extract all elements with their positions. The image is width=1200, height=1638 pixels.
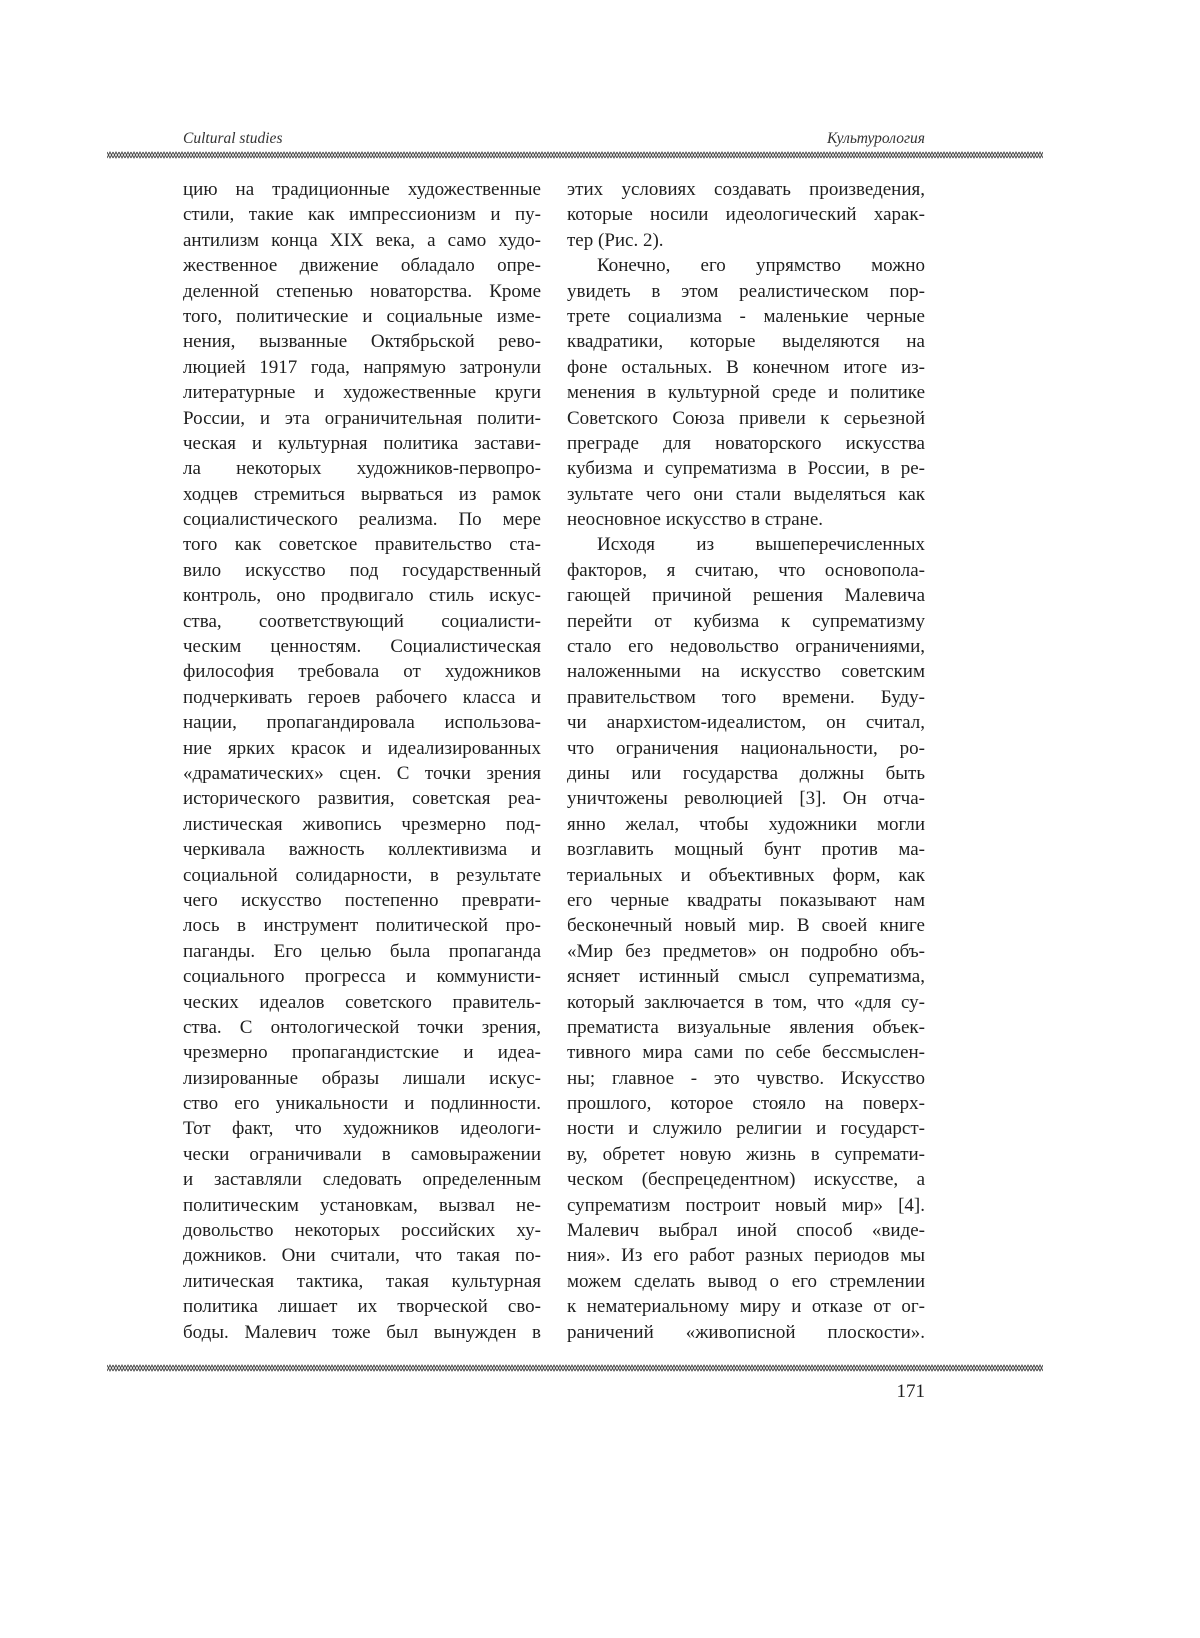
text-line: социалистического реализма. По мере xyxy=(183,507,541,532)
text-line: Советского Союза привели к серьезной xyxy=(567,406,925,431)
text-line: литературные и художественные круги xyxy=(183,380,541,405)
page-number: 171 xyxy=(897,1381,926,1403)
text-line: ческая и культурная политика застави- xyxy=(183,431,541,456)
running-header-russian: Культурология xyxy=(827,130,925,148)
text-line: дожников. Они считали, что такая по- xyxy=(183,1243,541,1268)
text-line: политическим установкам, вызвал не- xyxy=(183,1193,541,1218)
text-line: янно желал, чтобы художники могли xyxy=(567,812,925,837)
text-line: деленной степенью новаторства. Кроме xyxy=(183,279,541,304)
text-line: гающей причиной решения Малевича xyxy=(567,583,925,608)
text-line: России, и эта ограничительная полити- xyxy=(183,406,541,431)
text-line: и заставляли следовать определенным xyxy=(183,1167,541,1192)
text-line: кубизма и супрематизма в России, в ре- xyxy=(567,456,925,481)
text-line: тивного мира сами по себе бессмыслен- xyxy=(567,1040,925,1065)
text-line: дины или государства должны быть xyxy=(567,761,925,786)
text-line: увидеть в этом реалистическом пор- xyxy=(567,279,925,304)
text-line: черкивала важность коллективизма и xyxy=(183,837,541,862)
text-line: довольство некоторых российских ху- xyxy=(183,1218,541,1243)
text-line: чрезмерно пропагандистские и идеа- xyxy=(183,1040,541,1065)
text-line: цию на традиционные художественные xyxy=(183,177,541,202)
text-line: перейти от кубизма к супрематизму xyxy=(567,609,925,634)
running-header-english: Cultural studies xyxy=(183,130,282,148)
text-line: неосновное искусство в стране. xyxy=(567,507,925,532)
text-line: ности и служило религии и государст- xyxy=(567,1116,925,1141)
text-line: нения, вызванные Октябрьской рево- xyxy=(183,329,541,354)
text-line: Конечно, его упрямство можно xyxy=(567,253,925,278)
text-line: Малевич выбрал иной способ «виде- xyxy=(567,1218,925,1243)
text-line: «Мир без предметов» он подробно объ- xyxy=(567,939,925,964)
text-line: ла некоторых художников-первопро- xyxy=(183,456,541,481)
text-line: наложенными на искусство советским xyxy=(567,659,925,684)
text-line: ясняет истинный смысл супрематизма, xyxy=(567,964,925,989)
text-column-left xyxy=(183,177,541,1345)
text-line: тер (Рис. 2). xyxy=(567,228,925,253)
text-line: возглавить мощный бунт против ма- xyxy=(567,837,925,862)
text-line: стало его недовольство ограничениями, xyxy=(567,634,925,659)
text-line: ство его уникальности и подлинности. xyxy=(183,1091,541,1116)
text-line: ходцев стремиться вырваться из рамок xyxy=(183,482,541,507)
text-line: политика лишает их творческой сво- xyxy=(183,1294,541,1319)
text-line: чего искусство постепенно преврати- xyxy=(183,888,541,913)
text-line: менения в культурной среде и политике xyxy=(567,380,925,405)
text-line: ны; главное - это чувство. Искусство xyxy=(567,1066,925,1091)
text-line: стили, такие как импрессионизм и пу- xyxy=(183,202,541,227)
text-line: который заключается в том, что «для су- xyxy=(567,990,925,1015)
text-line: факторов, я считаю, что основопола- xyxy=(567,558,925,583)
text-line: трете социализма - маленькие черные xyxy=(567,304,925,329)
ornamental-divider-top xyxy=(107,151,1043,159)
text-line: уничтожены революцией [3]. Он отча- xyxy=(567,786,925,811)
text-line: лизированные образы лишали искус- xyxy=(183,1066,541,1091)
text-line: листическая живопись чрезмерно под- xyxy=(183,812,541,837)
text-line: прошлого, которое стояло на поверх- xyxy=(567,1091,925,1116)
text-line: этих условиях создавать произведения, xyxy=(567,177,925,202)
text-line: можем сделать вывод о его стремлении xyxy=(567,1269,925,1294)
text-line: Исходя из вышеперечисленных xyxy=(567,532,925,557)
text-line: того как советское правительство ста- xyxy=(183,532,541,557)
text-line: что ограничения национальности, ро- xyxy=(567,736,925,761)
text-line: нации, пропагандировала использова- xyxy=(183,710,541,735)
text-line: ческим ценностям. Социалистическая xyxy=(183,634,541,659)
text-line: ческом (беспрецедентном) искусстве, а xyxy=(567,1167,925,1192)
text-line: ства. С онтологической точки зрения, xyxy=(183,1015,541,1040)
text-line: преграде для новаторского искусства xyxy=(567,431,925,456)
text-line: чески ограничивали в самовыражении xyxy=(183,1142,541,1167)
text-line: контроль, оно продвигало стиль искус- xyxy=(183,583,541,608)
text-line: раничений «живописной плоскости». xyxy=(567,1320,925,1345)
text-line: вило искусство под государственный xyxy=(183,558,541,583)
text-line: социального прогресса и коммунисти- xyxy=(183,964,541,989)
text-line: боды. Малевич тоже был вынужден в xyxy=(183,1320,541,1345)
text-line: лось в инструмент политической про- xyxy=(183,913,541,938)
text-line: его черные квадраты показывают нам xyxy=(567,888,925,913)
text-line: антилизм конца XIX века, а само худо- xyxy=(183,228,541,253)
text-line: исторического развития, советская реа- xyxy=(183,786,541,811)
text-line: Тот факт, что художников идеологи- xyxy=(183,1116,541,1141)
text-line: литическая тактика, такая культурная xyxy=(183,1269,541,1294)
text-line: зультате чего они стали выделяться как xyxy=(567,482,925,507)
text-line: правительством того времени. Буду- xyxy=(567,685,925,710)
text-line: жественное движение обладало опре- xyxy=(183,253,541,278)
text-line: ние ярких красок и идеализированных xyxy=(183,736,541,761)
text-line: «драматических» сцен. С точки зрения xyxy=(183,761,541,786)
text-line: философия требовала от художников xyxy=(183,659,541,684)
text-line: подчеркивать героев рабочего класса и xyxy=(183,685,541,710)
text-line: ву, обретет новую жизнь в супремати- xyxy=(567,1142,925,1167)
text-line: ства, соответствующий социалисти- xyxy=(183,609,541,634)
text-line: чи анархистом-идеалистом, он считал, xyxy=(567,710,925,735)
text-line: которые носили идеологический харак- xyxy=(567,202,925,227)
text-line: социальной солидарности, в результате xyxy=(183,863,541,888)
text-line: териальных и объективных форм, как xyxy=(567,863,925,888)
text-line: супрематизм построит новый мир» [4]. xyxy=(567,1193,925,1218)
text-line: фоне остальных. В конечном итоге из- xyxy=(567,355,925,380)
text-line: паганды. Его целью была пропаганда xyxy=(183,939,541,964)
text-column-right xyxy=(567,177,925,1345)
text-line: бесконечный новый мир. В своей книге xyxy=(567,913,925,938)
text-line: к нематериальному миру и отказе от ог- xyxy=(567,1294,925,1319)
text-line: люцией 1917 года, напрямую затронули xyxy=(183,355,541,380)
ornamental-divider-bottom xyxy=(107,1364,1043,1372)
text-line: квадратики, которые выделяются на xyxy=(567,329,925,354)
text-line: того, политические и социальные изме- xyxy=(183,304,541,329)
text-line: ческих идеалов советского правитель- xyxy=(183,990,541,1015)
text-line: прематиста визуальные явления объек- xyxy=(567,1015,925,1040)
text-line: ния». Из его работ разных периодов мы xyxy=(567,1243,925,1268)
